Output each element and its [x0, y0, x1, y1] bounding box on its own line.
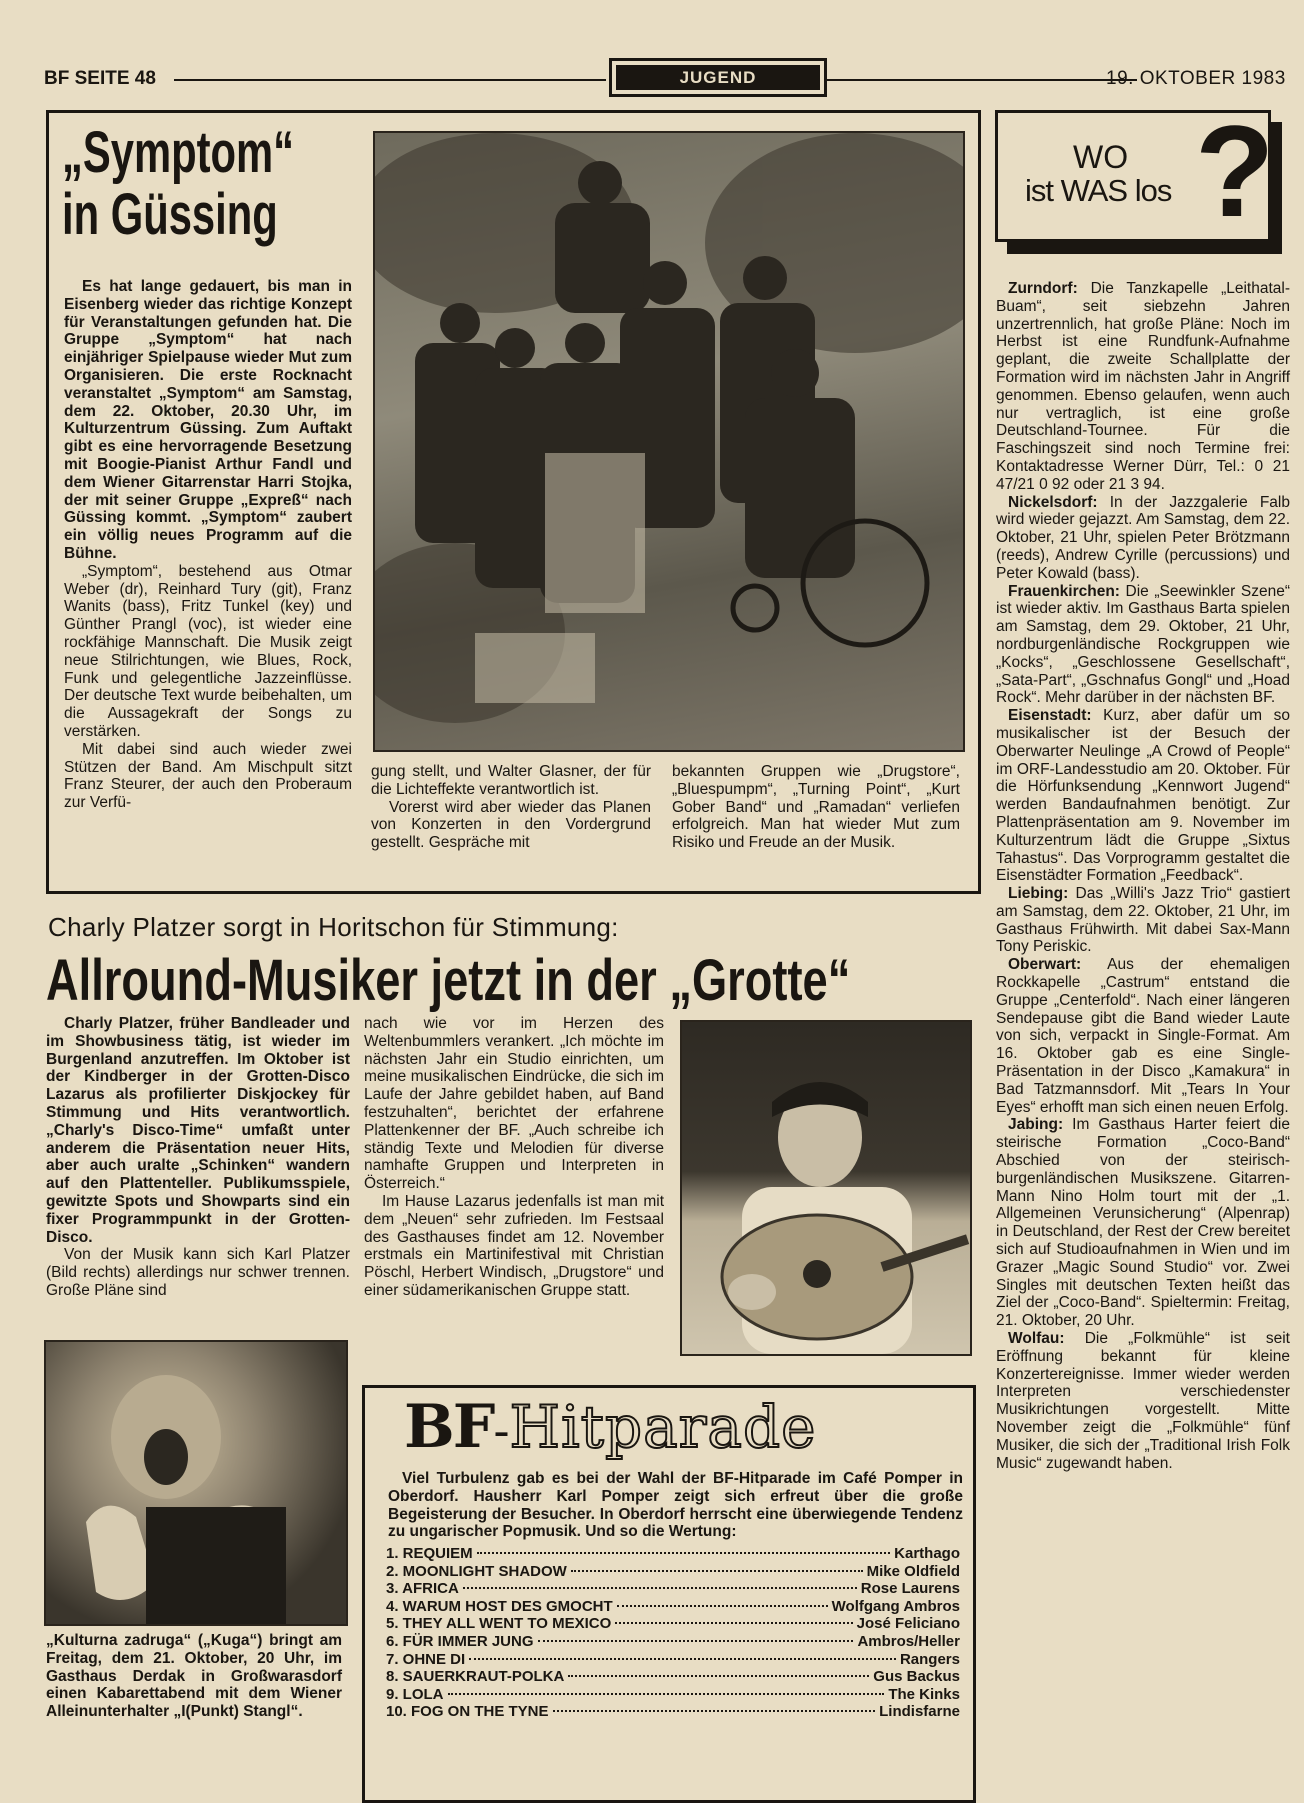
symptom-headline-line2: in Güssing [62, 182, 278, 247]
listing-text: In der Jazzgalerie Falb wird wieder gejazzt. Am Samstag, dem 22. Oktober, 21 Uhr, spielen Peter Brötzmann (reeds), Andrew Cyrille (percussions) und Peter Kowald (bass). [996, 493, 1290, 582]
section-label: JUGEND [616, 65, 820, 90]
symptom-col1 [64, 278, 352, 812]
hit-leader [617, 1605, 828, 1607]
hitparade-row [386, 1563, 960, 1581]
kuga-caption: „Kulturna zadruga“ („Kuga“) bringt am Freitag, dem 21. Oktober, 20 Uhr, im Gasthaus Derdak in Großwarasdorf einen Kabarettabend mit dem Wiener Alleinunterhalter „I(Punkt) Stangl“. [46, 1632, 342, 1721]
hitparade-title [404, 1392, 816, 1464]
platzer-headline: Allround-Musiker jetzt in der „Grotte“ [46, 950, 851, 1013]
hitparade-row [386, 1615, 960, 1633]
hitparade-row [386, 1545, 960, 1563]
kuga-photo-illustration [46, 1342, 346, 1624]
listing-place: Oberwart: [1008, 956, 1082, 974]
hitparade-intro: Viel Turbulenz gab es bei der Wahl der BF-Hitparade im Café Pomper in Oberdorf. Hausherr Karl Pomper zeigt sich erfreut über die große Begeisterung der Besucher. In Oberdorf herrscht eine überwiegende Tendenz zu ungarischer Popmusik. Und so die Wertung: [388, 1470, 963, 1541]
hit-leader [553, 1710, 876, 1712]
section-box [609, 58, 827, 97]
wo-label: WO [1073, 139, 1129, 175]
symptom-headline-line1: „Symptom“ [62, 120, 295, 185]
page-header [44, 58, 1294, 98]
hit-title: 4. WARUM HOST DES GMOCHT [386, 1597, 613, 1615]
hit-artist: The Kinks [888, 1685, 960, 1703]
hit-artist: Rangers [899, 1650, 960, 1668]
hit-leader [538, 1640, 854, 1642]
hit-leader [571, 1570, 863, 1572]
listing-place: Zurndorf: [1008, 280, 1078, 297]
page-date: 19. OKTOBER 1983 [1106, 68, 1286, 89]
band-photo [373, 131, 965, 752]
symptom-col2-text-1: gung stellt, und Walter Glasner, der für die Lichteffekte verantwortlich ist. [371, 763, 651, 798]
platzer-lead: Charly Platzer, früher Bandleader und im Showbusiness tätig, ist wieder im Burgenland anzutreffen. Im Oktober ist der Kindberger in der Grotten-Disco Lazarus als profilierter Diskjockey für Stimmung und Hits verantwortlich. „Charly's Disco-Time“ umfaßt unter anderem die Präsentation neuer Hits, aber auch uralte „Schinken“ wandern auf den Plattenteller. Publikumsspiele, gewitzte Spots und Showparts sind ein fixer Programmpunkt in der Grotten-Disco. [46, 1015, 350, 1246]
hit-title: 2. MOONLIGHT SHADOW [386, 1562, 567, 1580]
hitparade-title-rest: Hitparade [509, 1393, 817, 1461]
listing-place: Frauenkirchen: [1008, 582, 1120, 600]
hitparade-title-bf: BF [404, 1392, 494, 1462]
platzer-kicker: Charly Platzer sorgt in Horitschon für Stimmung: [48, 912, 619, 942]
listing-place: Wolfau: [1008, 1330, 1065, 1348]
listing-text: Die Tanzkapelle „Leithatal-Buam“, seit siebzehn Jahren unzertrennlich, hat große Pläne: Noch im Herbst ist eine Rundfunk-Aufnahme geplant, die zweite Schallplatte der Formation wird im nächsten Jahr in Angriff genommen. Ebenso gelaufen, wenn auch nur vertraglich, ist eine große Deutschland-Tournee. Für die Faschingszeit sind noch Termine frei: Kontaktadresse Werner Dürr, Tel.: 0 21 47/21 0 92 oder 21 3 94. [996, 280, 1291, 493]
platzer-body-1: Von der Musik kann sich Karl Platzer (Bild rechts) allerdings nur schwer trennen. Große Pläne sind [46, 1246, 350, 1299]
hit-artist: Gus Backus [873, 1668, 960, 1686]
listing-text: Die „Seewinkler Szene“ ist wieder aktiv. Im Gasthaus Barta spielen am Samstag, dem 29. Oktober, 21 Uhr, nordburgenländische Rockgruppen wie „Kocks“, „Geschlossene Gesellschaft“, „Sata-Part“, „Gschnafus Gongl“ und „Hoad Rock“. Mehr darüber in der nächsten BF. [996, 582, 1290, 707]
hitparade-row [386, 1598, 960, 1616]
hit-leader [469, 1658, 896, 1660]
platzer-guitar-photo [680, 1020, 972, 1356]
platzer-headline-wrap [46, 950, 986, 1014]
listing-jabing [996, 1116, 1290, 1330]
hitparade-row [386, 1580, 960, 1598]
listing-place: Liebing: [1008, 885, 1069, 903]
hitparade-list [386, 1545, 960, 1721]
hitparade-row [386, 1633, 960, 1651]
hit-artist: Lindisfarne [879, 1703, 960, 1721]
listing-place: Nickelsdorf: [1008, 493, 1098, 511]
symptom-col3-text: bekannten Gruppen wie „Drugstore“, „Bluespumpm“, „Turning Point“, „Kurt Gober Band“ und „Ramadan“ verliefen erfolgreich. Man hat wieder Mut zum Risiko und Freude an der Musik. [672, 763, 960, 852]
hitparade-row [386, 1686, 960, 1704]
listing-text: Die „Folkmühle“ ist seit Eröffnung bekannt für kleine Konzertereignisse. Immer wieder werden Interpreten verschiedenster Musikrichtungen vorgestellt. Mitte November zeigt die „Folkmühle“ fünf Musiker, die sich der „Traditional Irish Folk Music“ zugewandt haben. [996, 1330, 1290, 1472]
hit-leader [568, 1675, 869, 1677]
hit-artist: Mike Oldfield [866, 1562, 960, 1580]
symptom-col3 [672, 763, 960, 852]
band-photo-illustration [375, 133, 963, 750]
hitparade-row [386, 1651, 960, 1669]
symptom-body-1: „Symptom“, bestehend aus Otmar Weber (dr), Reinhard Tury (git), Franz Wanits (bass), Fritz Tunkel (key) und Günther Prangl (voc), ist wieder eine rockfähige Mannschaft. Die Musik zeigt neue Stilrichtungen, wie Blues, Rock, Funk und gelegentliche Jazzeinflüsse. Der deutsche Text wurde beibehalten, um die Aussagekraft der Songs zu verstärken. [64, 562, 352, 740]
listing-text: Kurz, aber dafür um so musikalischer ist der Besuch der Oberwarter Neulinge „A Crowd of People“ im ORF-Landesstudio am 20. Oktober. Für die Hörfunksendung „Kennwort Jugend“ werden Bandaufnahmen benötigt. Zur Plattenpräsentation am 9. November im Kulturzentrum lädt die Gruppe „Sixtus Tahastus“. Das Vorprogramm gestaltet die Eisenstädter Formation „Feedback“. [996, 707, 1290, 885]
hit-artist: Karthago [894, 1545, 960, 1562]
hit-title: 10. FOG ON THE TYNE [386, 1703, 549, 1721]
hit-leader [615, 1622, 852, 1624]
hit-title: 7. OHNE DI [386, 1650, 466, 1668]
hit-title: 5. THEY ALL WENT TO MEXICO [386, 1615, 612, 1633]
symptom-col2 [371, 763, 651, 852]
hit-title: 3. AFRICA [386, 1580, 459, 1598]
hit-artist: José Feliciano [856, 1615, 960, 1633]
listing-text: Das „Willi's Jazz Trio“ gastiert am Samstag, dem 22. Oktober, 21 Uhr, im Gasthaus Frühwirth. Mit dabei Sax-Mann Tony Periskic. [996, 885, 1291, 956]
listing-text: Aus der ehemaligen Rockkapelle „Castrum“ entstand die Gruppe „Centerfold“. Nach einer längeren Sendepause gibt die Band wieder Laute von sich, verpackt in Single-Format. Am 16. Oktober gab es eine Single-Präsentation in der Disco „Kamakura“ in Bad Tatzmannsdorf. Mit „Tears In Your Eyes“ erhofft man sich einen neuen Erfolg. [996, 956, 1290, 1116]
listing-eisenstadt [996, 707, 1290, 885]
hitparade-row [386, 1703, 960, 1721]
guitar-photo-illustration [682, 1022, 970, 1354]
page-number: BF SEITE 48 [44, 68, 156, 89]
platzer-col2-text-2: Im Hause Lazarus jedenfalls ist man mit dem „Neuen“ sehr zufrieden. Im Festsaal des Gasthauses findet am 12. November erstmals ein Martinifestival mit Christian Pöschl, Herbert Windisch, „Drugstore“ und einer südamerikanischen Gruppe statt. [364, 1192, 664, 1299]
symptom-lead: Es hat lange gedauert, bis man in Eisenberg wieder das richtige Konzept für Veranstaltungen gefunden hat. Die Gruppe „Symptom“ hat nach einjähriger Spielpause wieder Mut zum Organisieren. Die erste Rocknacht veranstaltet „Symptom“ am Samstag, dem 22. Oktober, 20.30 Uhr, im Kulturzentrum Güssing. Zum Auftakt gibt es eine hervorragende Besetzung mit Boogie-Pianist Arthur Fandl und dem Wiener Gitarrenstar Harri Stojka, der mit seiner Gruppe „Expreß“ nach Güssing kommt. „Symptom“ zaubert ein völlig neues Programm auf die Bühne. [64, 278, 352, 562]
listing-frauenkirchen [996, 583, 1290, 708]
symptom-headline [62, 122, 362, 246]
listing-place: Eisenstadt: [1008, 707, 1092, 725]
wo-ist-was-los-header [995, 98, 1287, 258]
platzer-col2-text-1: nach wie vor im Herzen des Weltenbummlers verankert. „Ich möchte im nächsten Jahr ein Studio einrichten, um meine musikalischen Eindrücke, die sich im Laufe der Jahre gebildet haben, auf Band festzuhalten“, berichtet der erfahrene Plattenkenner der BF. „Auch schreibe ich ständig Texte und Melodien für diverse namhafte Gruppen und Interpreten in Österreich.“ [364, 1015, 664, 1193]
hit-artist: Rose Laurens [860, 1580, 960, 1598]
listing-wolfau [996, 1330, 1290, 1472]
listing-nickelsdorf [996, 494, 1290, 583]
platzer-col2 [364, 1015, 664, 1300]
listing-place: Jabing: [1008, 1116, 1064, 1134]
hit-leader [463, 1587, 857, 1589]
hit-artist: Wolfgang Ambros [831, 1597, 960, 1615]
hit-title: 9. LOLA [386, 1685, 444, 1703]
hit-leader [477, 1552, 890, 1554]
hitparade-row [386, 1668, 960, 1686]
ist-was-los-label: ist WAS los [1025, 173, 1172, 208]
hit-title: 8. SAUERKRAUT-POLKA [386, 1668, 565, 1686]
question-mark: ? [1195, 98, 1275, 244]
listing-zurndorf [996, 280, 1290, 494]
symptom-col2-text-2: Vorerst wird aber wieder das Planen von Konzerten in den Vordergrund gestellt. Gespräche mit [371, 798, 651, 852]
listing-liebing [996, 885, 1290, 956]
hit-title: 6. FÜR IMMER JUNG [386, 1632, 534, 1650]
platzer-col1 [46, 1015, 350, 1300]
listing-oberwart [996, 956, 1290, 1116]
listing-text: Im Gasthaus Harter feiert die steirische Formation „Coco-Band“ Abschied von der steirisch-burgenländischen Musikszene. Gitarren-Mann Nino Holm tourt mit der „1. Allgemeinen Verunsicherung“ (Alpenrap) in Deutschland, der Rest der Crew bereitet sich auf Studioaufnahmen in Wien und im Grazer „Magic Sound Studio“ vor. Zwei Singles mit deutschen Texten heißt das Ziel der „Coco-Band“. Spieltermin: Freitag, 21. Oktober, 20 Uhr. [996, 1116, 1291, 1330]
wo-ist-listing [996, 280, 1290, 1472]
kuga-photo [44, 1340, 348, 1626]
hit-leader [448, 1693, 885, 1695]
hit-artist: Ambros/Heller [857, 1632, 960, 1650]
hit-title: 1. REQUIEM [386, 1545, 473, 1562]
header-rule-right [827, 79, 1137, 81]
hitparade-title-dash: - [493, 1403, 510, 1459]
header-rule-left [174, 79, 606, 81]
symptom-body-2: Mit dabei sind auch wieder zwei Stützen der Band. Am Mischpult sitzt Franz Steurer, der auch den Proberaum zur Verfü- [64, 740, 352, 812]
